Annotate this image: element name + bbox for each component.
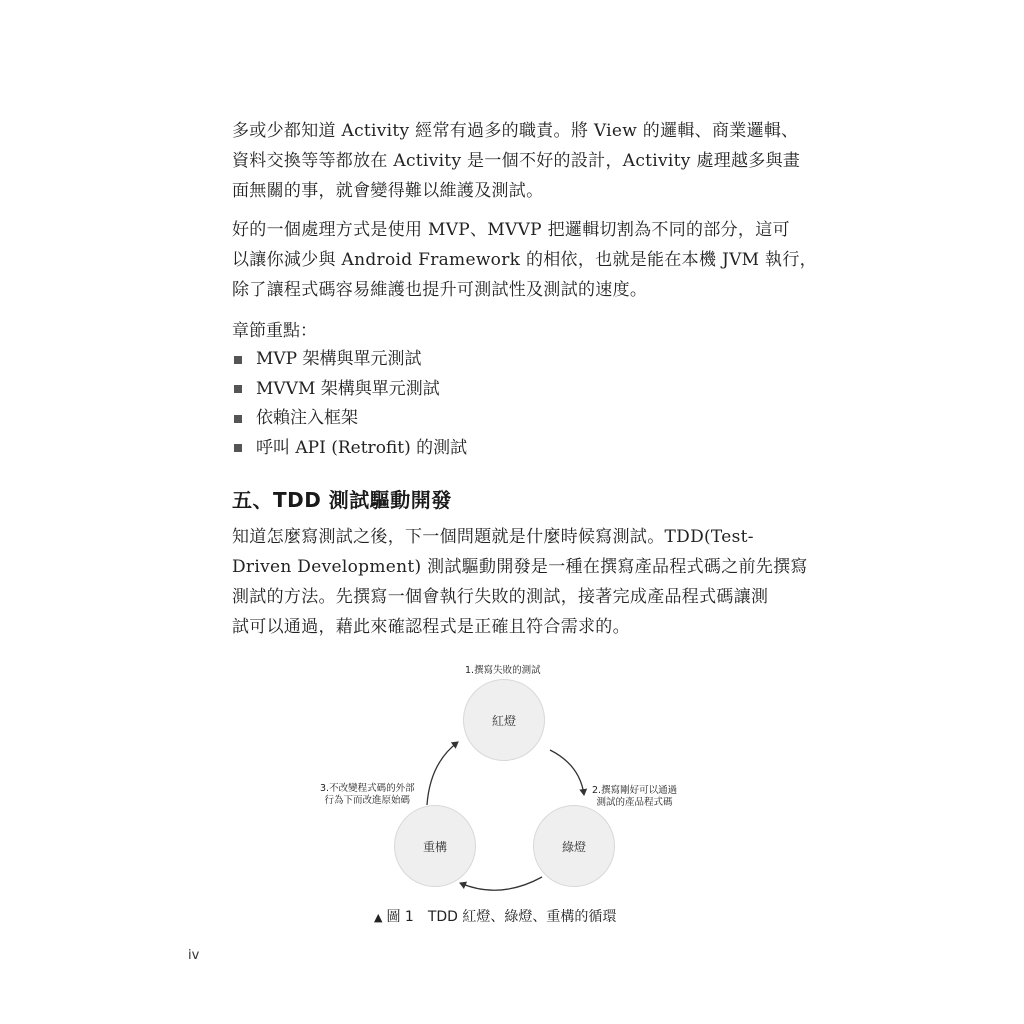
square-bullet-icon bbox=[234, 415, 242, 423]
list-item bbox=[232, 404, 467, 434]
text-line: 試可以通過，藉此來確認程式是正確且符合需求的。 bbox=[232, 617, 630, 637]
figure-number: 圖 1 bbox=[386, 909, 414, 925]
intro-paragraph-1 bbox=[232, 116, 801, 206]
text-line: 知道怎麼寫測試之後，下一個問題就是什麼時候寫測試。TDD(Test- bbox=[232, 527, 754, 547]
step-2-line: 測試的產品程式碼 bbox=[596, 797, 673, 808]
step-2-label bbox=[592, 785, 677, 809]
section-heading: 五、TDD 測試驅動開發 bbox=[232, 488, 452, 512]
square-bullet-icon bbox=[234, 356, 242, 364]
step-3-line: 行為下而改進原始碼 bbox=[324, 795, 411, 806]
arrow-refactor-to-red bbox=[427, 742, 458, 805]
text-line: 多或少都知道 Activity 經常有過多的職責。將 View 的邏輯、商業邏輯、 bbox=[232, 121, 799, 141]
text-line: 除了讓程式碼容易維護也提升可測試性及測試的速度。 bbox=[232, 280, 648, 300]
node-label: 紅燈 bbox=[491, 713, 516, 728]
text-line: 好的一個處理方式是使用 MVP、MVVP 把邏輯切割為不同的部分，這可 bbox=[232, 220, 790, 240]
arrow-red-to-green bbox=[550, 750, 584, 795]
list-item-text: MVP 架構與單元測試 bbox=[256, 349, 422, 369]
list-item bbox=[232, 345, 467, 375]
list-item-text: MVVM 架構與單元測試 bbox=[256, 378, 440, 399]
green-light-node bbox=[533, 805, 615, 887]
list-item-text: 依賴注入框架 bbox=[256, 408, 358, 428]
red-light-node bbox=[463, 679, 545, 761]
list-item bbox=[232, 434, 467, 464]
chapter-highlights-label: 章節重點： bbox=[232, 321, 317, 341]
arrow-green-to-refactor bbox=[460, 877, 542, 890]
step-3-line: 3.不改變程式碼的外部 bbox=[320, 783, 415, 794]
triangle-up-icon: ▲ bbox=[374, 911, 383, 924]
text-line: Driven Development) 測試驅動開發是一種在撰寫產品程式碼之前先撰寫 bbox=[232, 557, 808, 577]
step-2-line: 2.撰寫剛好可以通過 bbox=[592, 785, 678, 796]
tdd-paragraph bbox=[232, 522, 808, 642]
text-line: 資料交換等等都放在 Activity 是一個不好的設計，Activity 處理越多與畫 bbox=[232, 151, 801, 171]
square-bullet-icon bbox=[234, 444, 242, 452]
node-label: 綠燈 bbox=[561, 839, 586, 854]
text-line: 以讓你減少與 Android Framework 的相依，也就是能在本機 JVM 執行， bbox=[232, 250, 817, 270]
figure-caption bbox=[374, 906, 616, 926]
refactor-node bbox=[394, 805, 476, 887]
list-item-text: 呼叫 API (Retrofit) 的測試 bbox=[256, 437, 468, 458]
list-item bbox=[232, 375, 467, 405]
text-line: 測試的方法。先撰寫一個會執行失敗的測試，接著完成產品程式碼讓測 bbox=[232, 587, 769, 607]
step-3-label bbox=[320, 783, 415, 807]
chapter-highlights-list bbox=[232, 345, 467, 463]
intro-paragraph-2 bbox=[232, 215, 817, 305]
step-1-label: 1.撰寫失敗的測試 bbox=[465, 665, 541, 676]
tdd-cycle-diagram bbox=[300, 655, 730, 905]
node-label: 重構 bbox=[422, 839, 447, 854]
square-bullet-icon bbox=[234, 385, 242, 393]
caption-text: TDD 紅燈、綠燈、重構的循環 bbox=[427, 909, 617, 925]
page-number: iv bbox=[188, 948, 200, 963]
text-line: 面無關的事，就會變得難以維護及測試。 bbox=[232, 181, 544, 201]
